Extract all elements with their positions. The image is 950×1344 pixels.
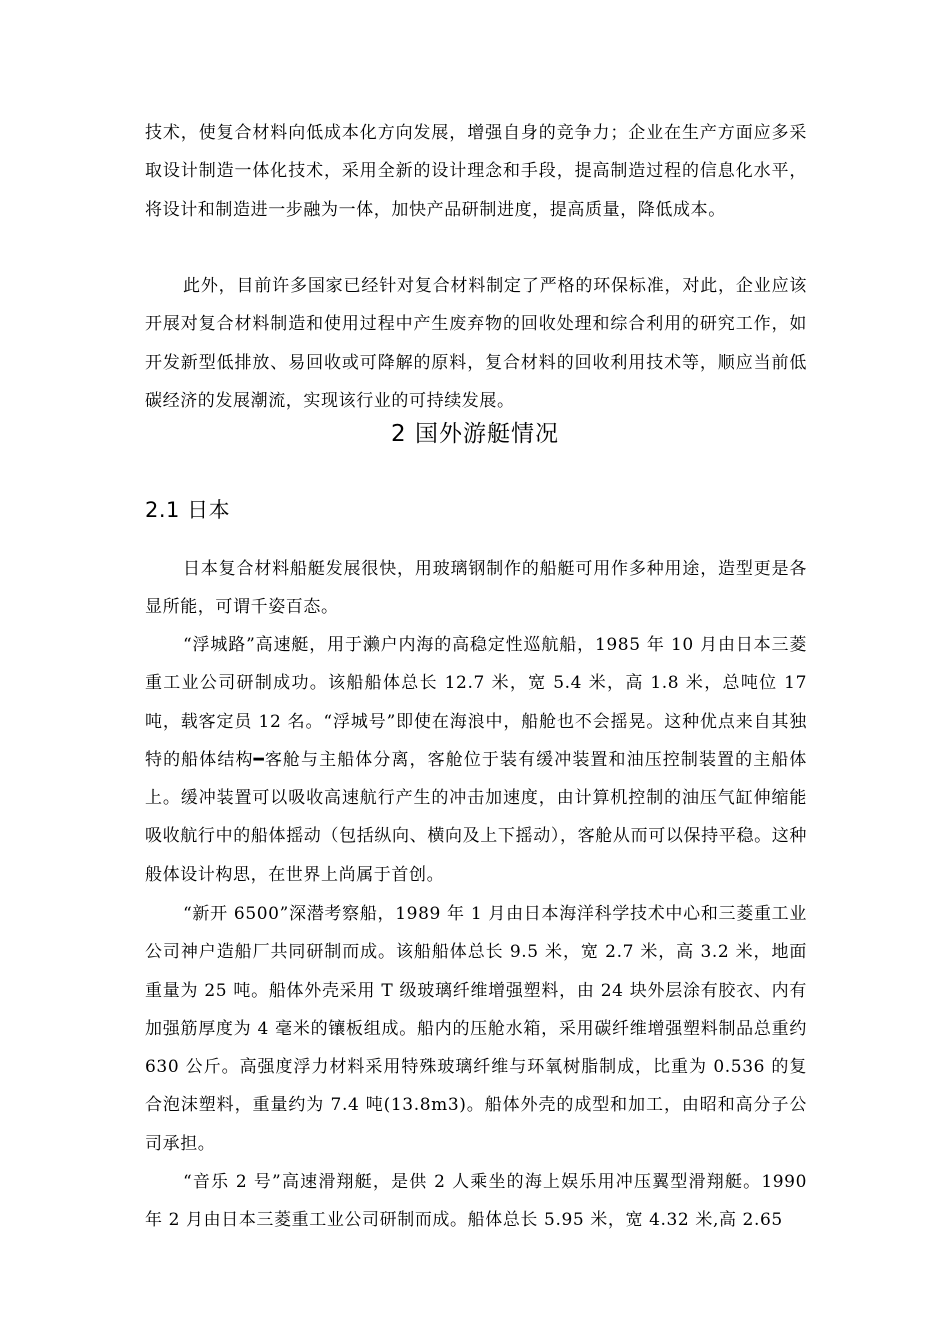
paragraph-shinkai-6500: “新开 6500”深潜考察船，1989 年 1 月由日本海洋科学技术中心和三菱重工业公司神户造船厂共同研制而成。该船船体总长 9.5 米，宽 2.7 米，高 3.2 米，地面重量为 25 吨。船体外壳采用 T 级玻璃纤维增强塑料，由 24 块外层涂有胶衣、内有加强筋厚度为 4 毫米的镶板组成。船内的压舱水箱，采用碳纤维增强塑料制品总重约 630 公斤。高强度浮力材料采用特殊玻璃纤维与环氧树脂制成，比重为 0.536 的复合泡沫塑料，重量约为 7.4 吨(13.8m3)。船体外壳的成型和加工，由昭和高分子公司承担。 bbox=[145, 904, 807, 1154]
paragraph-cost-reduction: 技术，使复合材料向低成本化方向发展，增强自身的竞争力；企业在生产方面应多采取设计制造一体化技术，采用全新的设计理念和手段，提高制造过程的信息化水平，将设计和制造进一步融为一体，加快产品研制进度，提高质量，降低成本。 bbox=[145, 123, 807, 220]
paragraph-music-2: “音乐 2 号”高速滑翔艇，是供 2 人乘坐的海上娱乐用冲压翼型滑翔艇。1990 年 2 月由日本三菱重工业公司研制而成。船体总长 5.95 米，宽 4.32 米,高 2.65 bbox=[145, 1172, 807, 1231]
paragraph-fuchenglu: “浮城路”高速艇，用于濑户内海的高稳定性巡航船，1985 年 10 月由日本三菱重工业公司研制成功。该船船体总长 12.7 米，宽 5.4 米，高 1.8 米，总吨位 17 吨，载客定员 12 名。“浮城号”即使在海浪中，船舱也不会摇晃。这种优点来自其独特的船体结构━客舱与主船体分离，客舱位于装有缓冲装置和油压控制装置的主船体上。缓冲装置可以吸收高速航行产生的冲击加速度，由计算机控制的油压气缸伸缩能吸收航行中的船体摇动（包括纵向、横向及上下摇动），客舱从而可以保持平稳。这种般体设计构思，在世界上尚属于首创。 bbox=[145, 635, 807, 885]
subsection-heading: 2.1 日本 bbox=[145, 498, 231, 522]
paragraph-environmental: 此外，目前许多国家已经针对复合材料制定了严格的环保标准，对此，企业应该开展对复合材料制造和使用过程中产生废弃物的回收处理和综合利用的研究工作，如开发新型低排放、易回收或可降解的原料，复合材料的回收利用技术等，顺应当前低碳经济的发展潮流，实现该行业的可持续发展。 bbox=[145, 276, 807, 411]
section-heading: 2 国外游艇情况 bbox=[391, 421, 559, 447]
paragraph-japan-intro: 日本复合材料船艇发展很快，用玻璃钢制作的船艇可用作多种用途，造型更是各显所能，可谓千姿百态。 bbox=[145, 559, 807, 618]
